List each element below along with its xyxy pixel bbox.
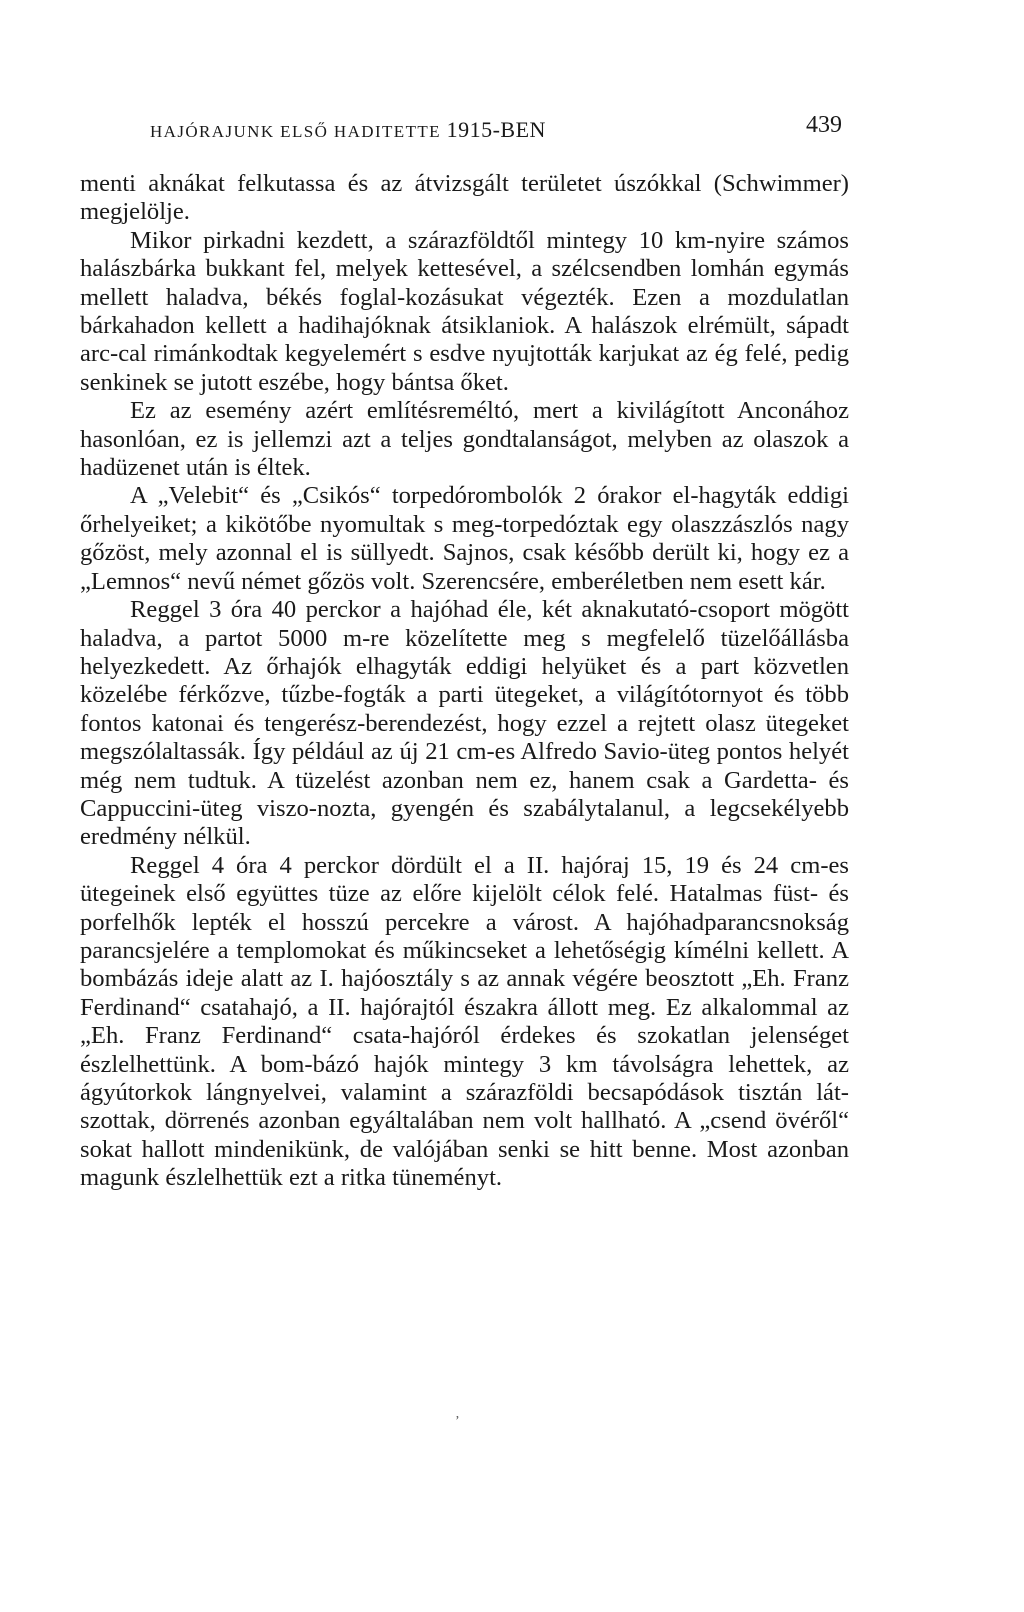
paragraph-dawn-fishing-boats: Mikor pirkadni kezdett, a szárazföldtől mintegy 10 km-nyire számos halászbárka bukkant fel, melyek kettesével, a szélcsendben lomhán egymás mellett haladva, békés foglal-kozásukat végezték. Ezen a mozdulatlan bárkahadon kellett a hadihajóknak átsiklaniok. A halászok elrémült, sápadt arc-cal rimánkodtak kegyelemért s esdve nyujtották karjukat az ég felé, pedig senkinek se jutott eszébe, hogy bántsa őket. bbox=[80, 226, 849, 396]
paragraph-velebit-csikos: A „Velebit“ és „Csikós“ torpedórombolók 2 órakor el-hagyták eddigi őrhelyeiket; a kikötőbe nyomultak s meg-torpedóztak egy olaszzászlós nagy gőzöst, mely azonnal el is süllyedt. Sajnos, csak később derült ki, hogy ez a „Lemnos“ nevű német gőzös volt. Szerencsére, emberéletben nem esett kár. bbox=[80, 482, 849, 595]
paragraph-morning-approach: Reggel 3 óra 40 perckor a hajóhad éle, két aknakutató-csoport mögött haladva, a partot 5000 m-re közelítette meg s megfelelő tüzelőállásba helyezkedett. Az őrhajók elhagyták eddigi helyüket és a part közvetlen közelébe férkőzve, tűzbe-fogták a parti ütegeket, a világítótornyot és több fontos katonai és tengerész-berendezést, hogy ezzel a rejtett olasz ütegeket megszólaltassák. Így például az új 21 cm-es Alfredo Savio-üteg pontos helyét még nem tudtuk. A tüzelést azonban nem ez, hanem csak a Gardetta- és Cappuccini-üteg viszo-nozta, gyengén és szabálytalanul, a legcsekélyebb eredmény nélkül. bbox=[80, 596, 849, 851]
running-head bbox=[150, 117, 546, 143]
paragraph-bombardment: Reggel 4 óra 4 perckor dördült el a II. hajóraj 15, 19 és 24 cm-es ütegeinek első együttes tüze az előre kijelölt célok felé. Hatalmas füst- és porfelhők lepték el hosszú percekre a várost. A hajóhadparancsnokság parancsjelére a templomokat és műkincseket a lehetőségig kímélni kellett. A bombázás ideje alatt az I. hajóosztály s az annak végére beosztott „Eh. Franz Ferdinand“ csatahajó, a II. hajórajtól északra állott meg. Ez alkalommal az „Eh. Franz Ferdinand“ csata-hajóról érdekes és szokatlan jelenséget észlelhettünk. A bom-bázó hajók mintegy 3 km távolságra lehettek, az ágyútorkok lángnyelvei, valamint a szárazföldi becsapódások tisztán lát-szottak, dörrenés azonban egyáltalában nem volt hallható. A „csend övéről“ sokat hallott mindenikünk, de valójában senki se hitt benne. Most azonban magunk észlelhettük ezt a ritka tüneményt. bbox=[80, 851, 849, 1192]
paragraph-continuation: menti aknákat felkutassa és az átvizsgált területet úszókkal (Schwimmer) megjelölje. bbox=[80, 170, 849, 226]
running-year: 1915-BEN bbox=[446, 117, 546, 142]
paragraph-ancona-carelessness: Ez az esemény azért említésreméltó, mert a kivilágított Anconához hasonlóan, ez is jellemzi azt a teljes gondtalanságot, melyben az olaszok a hadüzenet után is éltek. bbox=[80, 397, 849, 482]
stray-print-mark: ʼ bbox=[455, 1414, 460, 1429]
body-text bbox=[80, 170, 849, 1193]
running-title: HAJÓRAJUNK ELSŐ HADITETTE bbox=[150, 122, 441, 141]
page-number: 439 bbox=[806, 112, 842, 138]
